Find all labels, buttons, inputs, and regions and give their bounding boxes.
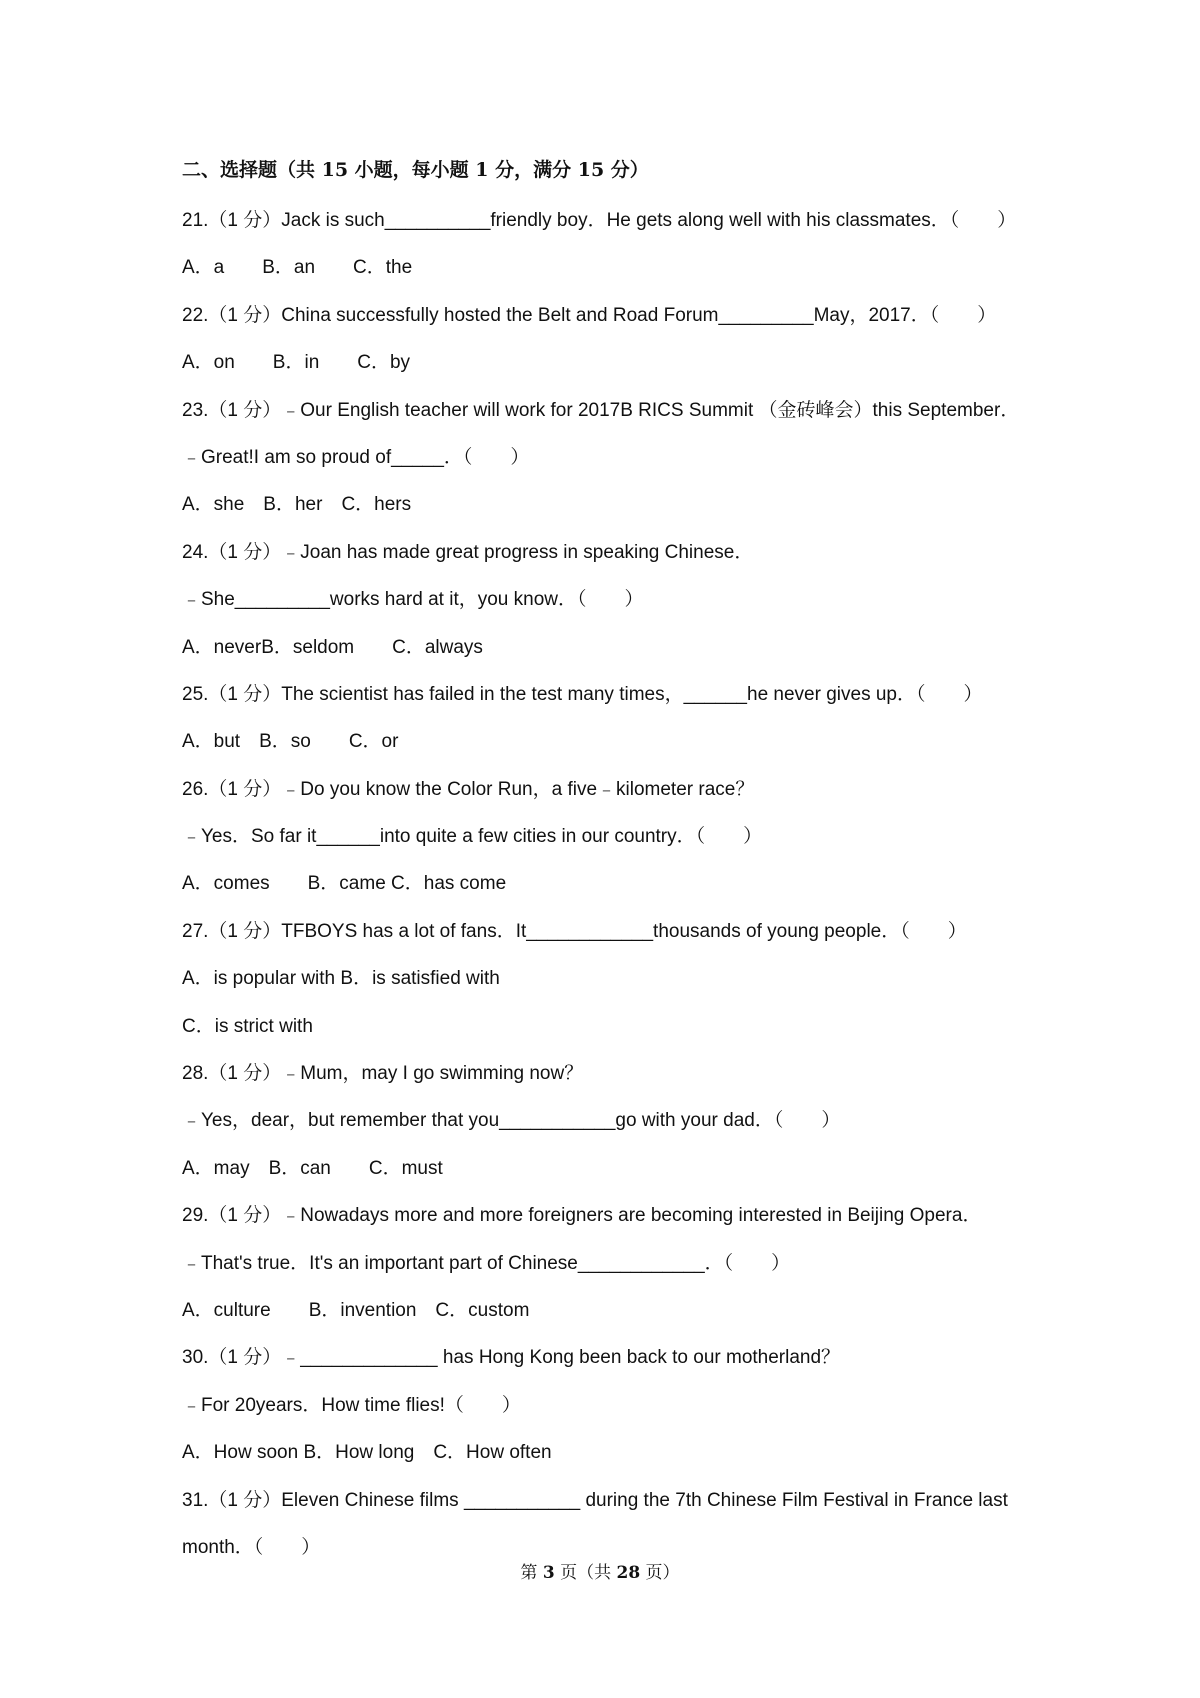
text-line: ﹣She_________works hard at it，you know．（ ） (182, 589, 644, 611)
text-line: 23.（1 分）﹣Our English teacher will work for 2017B RICS Summit （金砖峰会）this September． (182, 399, 1020, 421)
text-line: 27.（1 分）TFBOYS has a lot of fans．It____________thousands of young people．（ ） (182, 920, 967, 942)
text-line: 25.（1 分）The scientist has failed in the test many times，______he never gives up．（ ） (182, 683, 983, 705)
question-content (182, 150, 1062, 1571)
text-line: 31.（1 分）Eleven Chinese films ___________ during the 7th Chinese Film Festival in France last (182, 1489, 1008, 1511)
text-line: A．she B．her C．hers (182, 494, 412, 516)
text-line: ﹣Yes．So far it______into quite a few cities in our country．（ ） (182, 826, 763, 848)
text-line: A．but B．so C．or (182, 731, 399, 753)
text-line: ﹣For 20years．How time flies!（ ） (182, 1394, 521, 1416)
page-footer (0, 1558, 1200, 1583)
footer-middle: 页（共 (554, 1563, 617, 1583)
text-line: A．culture B．invention C．custom (182, 1299, 530, 1321)
text-line: ﹣Great!I am so proud of_____．（ ） (182, 446, 530, 468)
text-line: 22.（1 分）China successfully hosted the Belt and Road Forum_________May，2017．（ ） (182, 304, 997, 326)
text-line: A．How soon B．How long C．How often (182, 1442, 552, 1464)
text-line: A．a B．an C．the (182, 257, 413, 279)
footer-total-pages: 28 (616, 1563, 641, 1583)
text-line: ﹣That's true．It's an important part of Chinese____________．（ ） (182, 1252, 791, 1274)
footer-page-number: 3 (542, 1563, 555, 1583)
text-line: A．is popular with B．is satisfied with (182, 968, 500, 990)
text-line: 26.（1 分）﹣Do you know the Color Run，a five﹣kilometer race？ (182, 778, 755, 800)
footer-prefix: 第 (520, 1563, 543, 1583)
text-line: A．may B．can C．must (182, 1157, 443, 1179)
text-line: ﹣Yes，dear，but remember that you___________go with your dad．（ ） (182, 1110, 841, 1132)
text-line: 28.（1 分）﹣Mum，may I go swimming now？ (182, 1063, 584, 1085)
text-line: A．comes B．came C．has come (182, 873, 507, 895)
text-line: month．（ ） (182, 1536, 321, 1558)
question-lines (182, 197, 1062, 1571)
footer-suffix: 页） (640, 1563, 680, 1583)
text-line: 29.（1 分）﹣Nowadays more and more foreigners are becoming interested in Beijing Opera． (182, 1205, 982, 1227)
section-title: 二、选择题（共 15 小题，每小题 1 分，满分 15 分） (182, 159, 649, 181)
text-line: 24.（1 分）﹣Joan has made great progress in speaking Chinese． (182, 541, 754, 563)
text-line: C．is strict with (182, 1015, 313, 1037)
text-line: 21.（1 分）Jack is such__________friendly boy．He gets along well with his classmates．（ ） (182, 210, 1017, 231)
text-line: A．on B．in C．by (182, 352, 411, 374)
text-line: 30.（1 分）﹣_____________ has Hong Kong been back to our motherland？ (182, 1347, 841, 1369)
text-line: A．neverB．seldom C．always (182, 636, 483, 658)
